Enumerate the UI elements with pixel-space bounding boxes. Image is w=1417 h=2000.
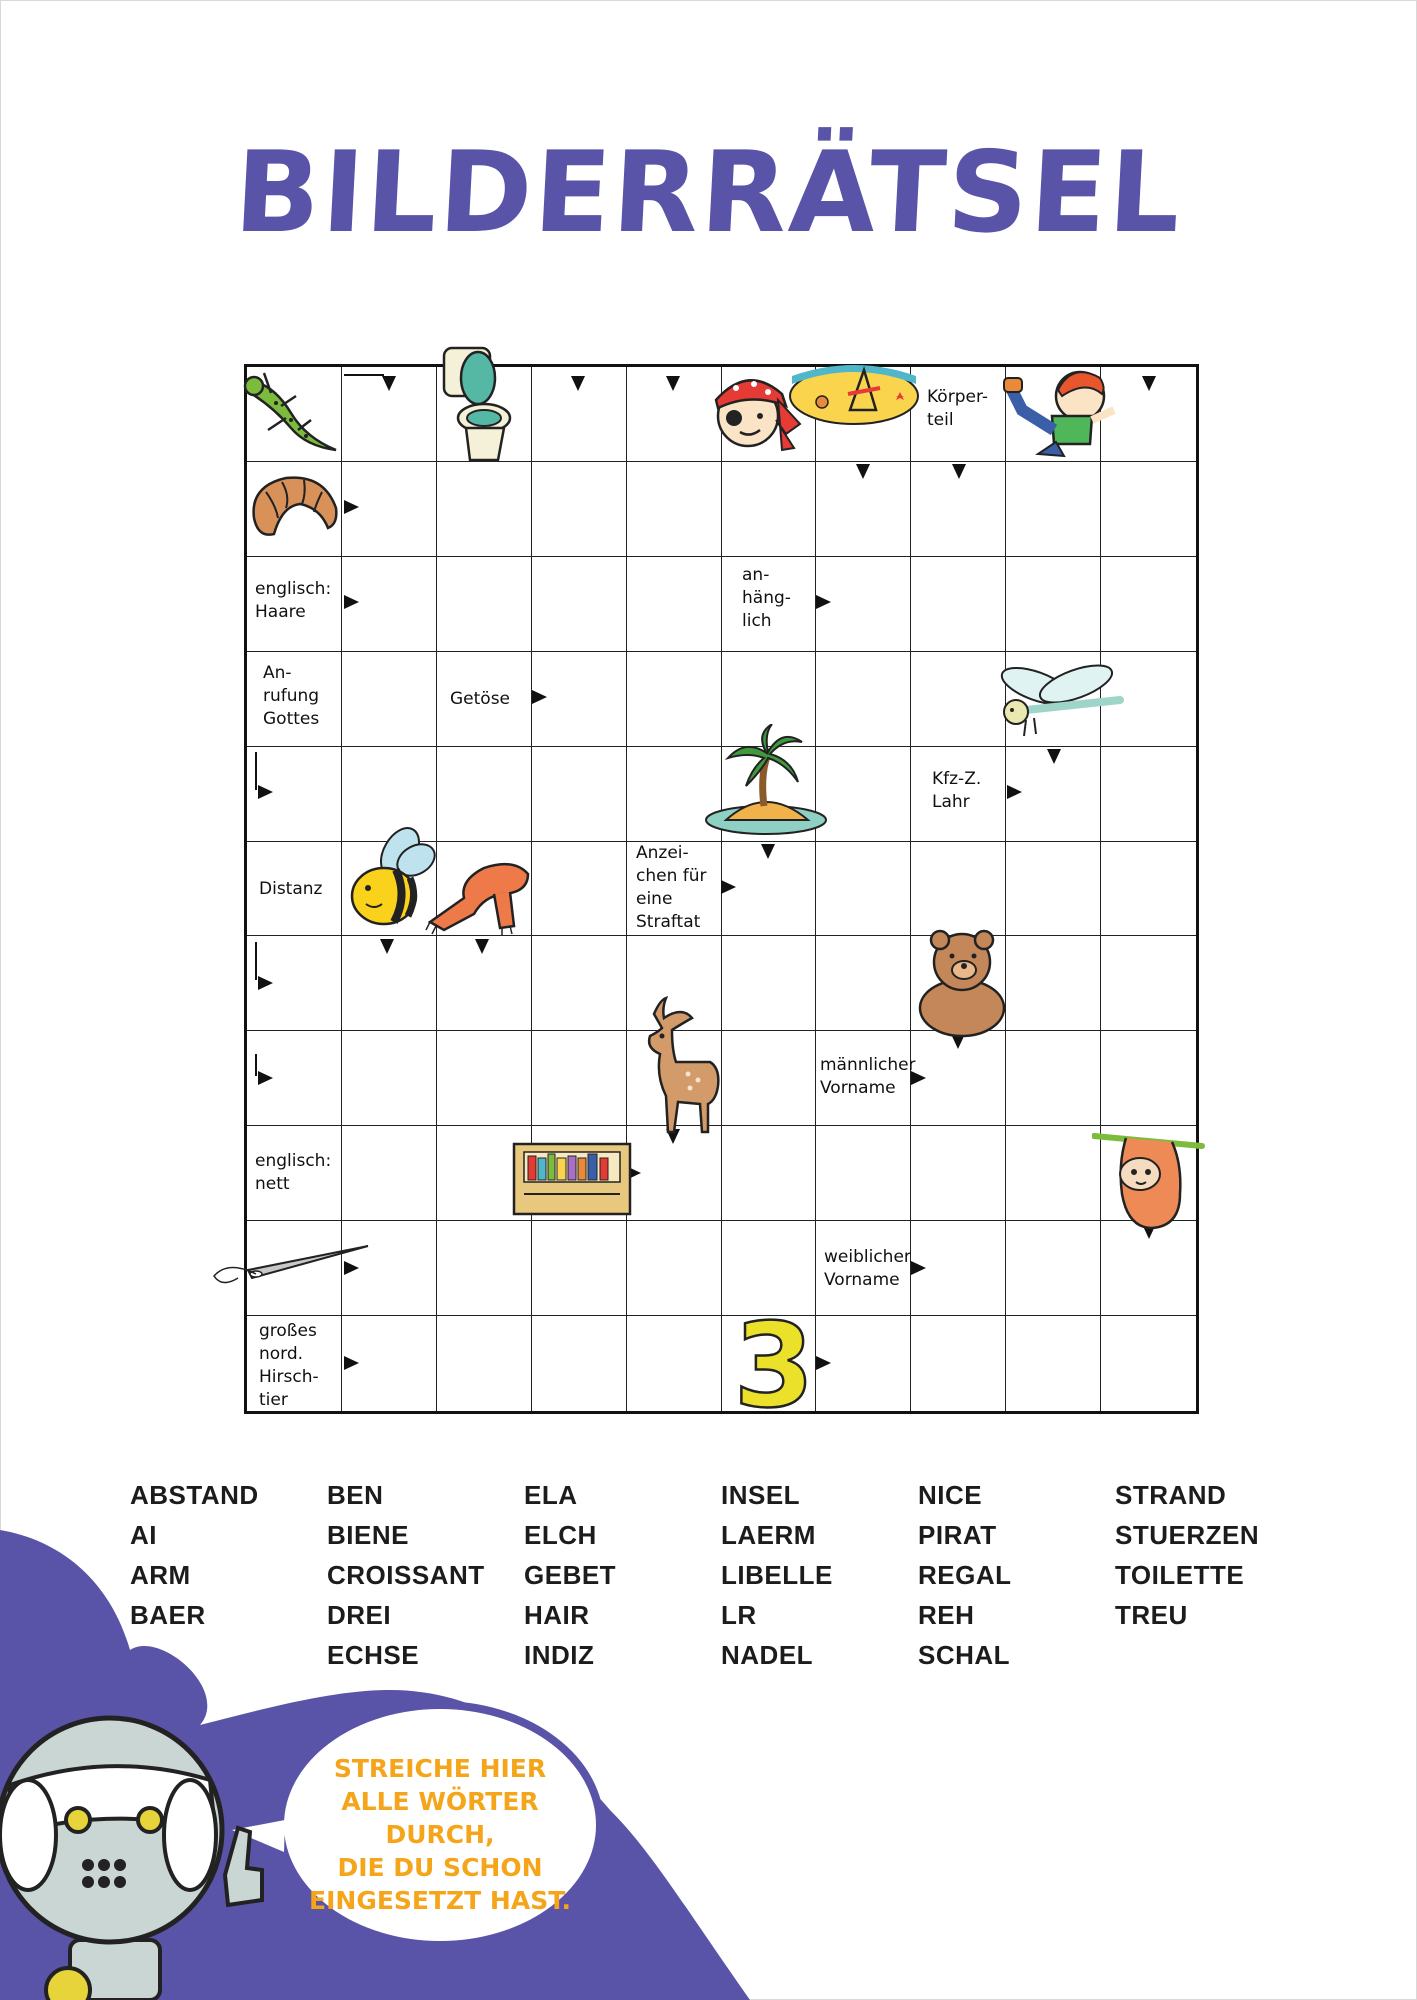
grid-cell[interactable] [627,1221,722,1316]
bear-icon [912,926,1012,1038]
grid-cell[interactable] [1101,557,1196,652]
word-item: ABSTAND [130,1480,259,1510]
croissant-icon [246,468,342,544]
grid-cell[interactable] [532,462,627,557]
word-item: DREI [327,1600,392,1630]
beach-icon [788,364,920,430]
clue-kfz-lahr: Kfz-Z. Lahr [932,769,982,812]
grid-cell[interactable] [437,1031,532,1126]
grid-cell[interactable] [911,557,1006,652]
grid-cell[interactable] [532,842,627,937]
word-item: AI [130,1520,157,1550]
arrow-down-icon [856,464,870,479]
number-three-icon [734,1312,814,1412]
grid-cell[interactable] [722,1221,817,1316]
word-item: REH [918,1600,975,1630]
grid-cell[interactable] [816,1126,911,1221]
arrow-stem [255,942,257,980]
clue-weiblicher-vorname: weiblicher Vorname [824,1247,911,1290]
grid-cell[interactable] [532,557,627,652]
grid-cell[interactable] [532,1031,627,1126]
clue-distanz: Distanz [259,879,323,899]
grid-cell[interactable] [437,462,532,557]
grid-cell[interactable] [437,557,532,652]
clue-grosses-hirschtier: großes nord. Hirsch- tier [259,1321,319,1410]
arrow-down-icon [1142,376,1156,391]
scarf-icon [424,858,534,938]
word-item: BEN [327,1480,384,1510]
robot-icon [0,1710,280,2000]
word-item: SCHAL [918,1640,1011,1670]
grid-cell[interactable] [1101,936,1196,1031]
grid-cell[interactable] [911,842,1006,937]
word-item: INDIZ [524,1640,595,1670]
grid-cell[interactable] [342,652,437,747]
grid-cell[interactable] [722,1126,817,1221]
clue-englisch-haare: englisch: Haare [255,579,332,622]
arrow-stem [255,1054,257,1076]
arrow-down-icon [571,376,585,391]
grid-cell[interactable] [722,462,817,557]
clue-anrufung-gottes: An- rufung Gottes [263,663,320,729]
arrow-right-icon [721,880,736,894]
shelf-icon [510,1140,636,1218]
arrow-right-icon [1007,785,1022,799]
word-column-2 [327,1475,485,1675]
arrow-down-icon [1047,749,1061,764]
word-item: PIRAT [918,1520,997,1550]
grid-cell[interactable] [532,747,627,842]
grid-cell[interactable] [816,936,911,1031]
grid-cell[interactable] [1101,1316,1196,1411]
island-icon [702,724,832,844]
arrow-right-icon [816,595,831,609]
speech-bubble-text: STREICHE HIER ALLE WÖRTER DURCH, DIE DU SCHON EINGESETZT HAST. [309,1754,571,1915]
arrow-right-icon [911,1261,926,1275]
toilet-icon [436,342,514,467]
number-three-text: 3 [734,1312,814,1412]
grid-cell[interactable] [1101,462,1196,557]
grid-cell[interactable] [816,842,911,937]
arrow-down-icon [952,464,966,479]
word-list [130,1475,1330,1685]
arrow-down-icon [666,376,680,391]
deer-icon [632,996,724,1136]
word-item: TREU [1115,1600,1188,1630]
clue-koerperteil: Körper- teil [927,387,988,430]
arrow-right-icon [258,976,273,990]
word-column-3 [524,1475,616,1675]
grid-cell[interactable] [1006,842,1101,937]
arrow-down-icon [380,939,394,954]
grid-cell[interactable] [437,1316,532,1411]
grid-cell[interactable] [1006,557,1101,652]
grid-cell[interactable] [532,1316,627,1411]
grid-cell[interactable] [1101,842,1196,937]
grid-cell[interactable] [1006,462,1101,557]
word-item: LR [721,1600,757,1630]
word-item: STUERZEN [1115,1520,1260,1550]
word-item: NADEL [721,1640,814,1670]
word-item: GEBET [524,1560,617,1590]
grid-cell[interactable] [532,1221,627,1316]
word-item: CROISSANT [327,1560,485,1590]
word-item: LIBELLE [721,1560,833,1590]
grid-cell[interactable] [911,1126,1006,1221]
clue-anzeichen: Anzei- chen für eine Straftat [636,843,707,932]
grid-cell[interactable] [1006,936,1101,1031]
arrow-right-icon [816,1356,831,1370]
word-item: BIENE [327,1520,409,1550]
clue-maennlicher-vorname: männlicher Vorname [820,1055,916,1098]
arrow-right-icon [911,1071,926,1085]
arrow-stem [344,374,384,376]
word-column-1 [130,1475,259,1635]
grid-cell[interactable] [532,936,627,1031]
word-column-4 [721,1475,833,1675]
arrow-right-icon [344,500,359,514]
arrow-right-icon [258,1071,273,1085]
word-item: BAER [130,1600,206,1630]
falling-boy-icon [1002,360,1122,460]
word-item: ELA [524,1480,578,1510]
arrow-down-icon [761,844,775,859]
word-item: INSEL [721,1480,801,1510]
page-title: BILDERRÄTSEL [231,128,1186,258]
grid-cell[interactable] [1006,1031,1101,1126]
grid-cell[interactable] [722,1031,817,1126]
arrow-right-icon [344,1356,359,1370]
grid-cell[interactable] [911,1316,1006,1411]
sloth-icon [1092,1124,1206,1234]
grid-cell[interactable] [627,557,722,652]
grid-cell[interactable] [1101,747,1196,842]
arrow-down-icon [382,376,396,391]
grid-cell[interactable] [627,1316,722,1411]
word-item: ARM [130,1560,191,1590]
arrow-right-icon [258,785,273,799]
arrow-stem [255,752,257,790]
grid-cell[interactable] [722,936,817,1031]
word-item: STRAND [1115,1480,1227,1510]
arrow-down-icon [475,939,489,954]
arrow-right-icon [532,690,547,704]
clue-getoese: Getöse [450,689,511,709]
word-item: ELCH [524,1520,597,1550]
grid-cell[interactable] [627,462,722,557]
grid-cell[interactable] [1006,1316,1101,1411]
gecko-icon [236,368,346,458]
word-item: LAERM [721,1520,816,1550]
arrow-right-icon [344,595,359,609]
grid-cell[interactable] [342,1126,437,1221]
word-column-6 [1115,1475,1259,1635]
grid-cell[interactable] [342,1031,437,1126]
dragonfly-icon [996,660,1126,750]
word-item: HAIR [524,1600,590,1630]
needle-icon [208,1240,378,1300]
grid-cell[interactable] [437,747,532,842]
clue-englisch-nett: englisch: nett [255,1151,332,1194]
word-item: REGAL [918,1560,1012,1590]
grid-cell[interactable] [911,652,1006,747]
crossword-grid [244,364,1199,1414]
word-item: TOILETTE [1115,1560,1245,1590]
clue-anhaenglich: an- häng- lich [742,565,791,631]
word-item: NICE [918,1480,983,1510]
word-item: ECHSE [327,1640,420,1670]
grid-cell[interactable] [1006,1221,1101,1316]
grid-cell[interactable] [1006,1126,1101,1221]
word-column-5 [918,1475,1012,1675]
grid-cell[interactable] [437,1221,532,1316]
grid-cell[interactable] [1101,1031,1196,1126]
